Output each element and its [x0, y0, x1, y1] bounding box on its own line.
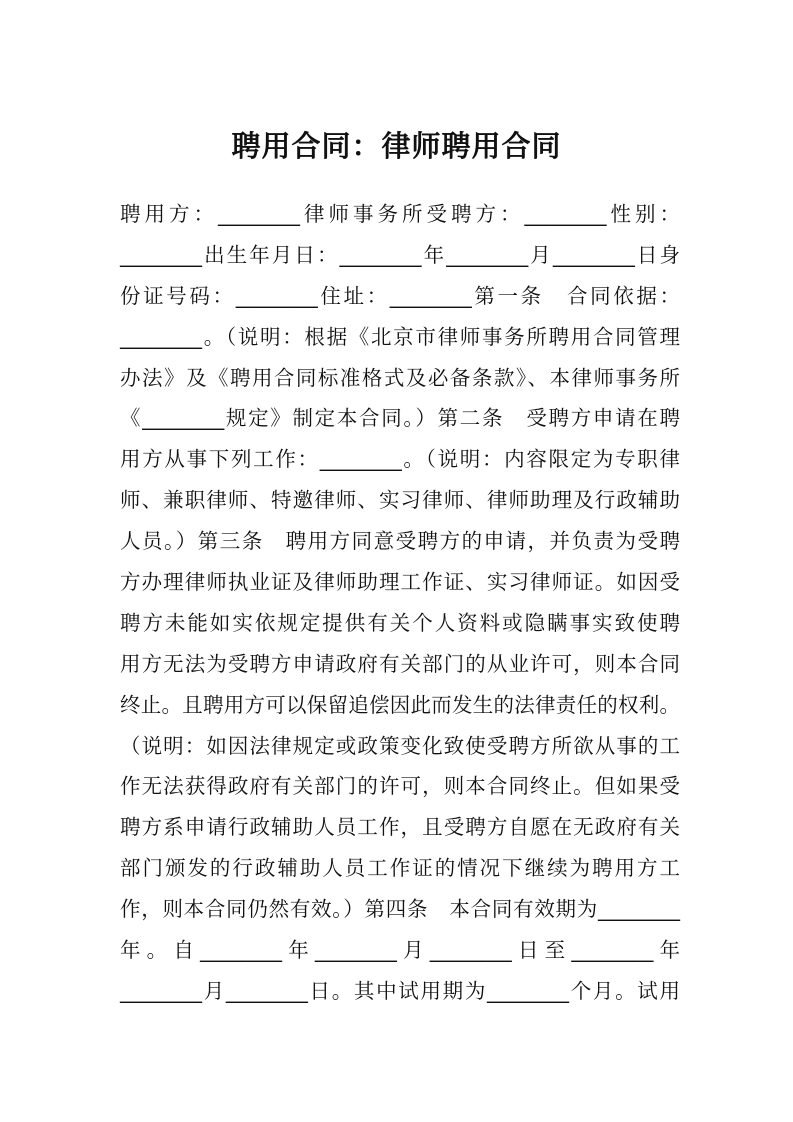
body-line-2: ________出生年月日：________年________月________日身 — [120, 242, 680, 267]
body-line-9: 人员。）第三条 聘用方同意受聘方的申请，并负责为受聘 — [120, 529, 680, 554]
body-line-19: 年。自________年________月________日至________年 — [120, 938, 680, 963]
body-line-10: 方办理律师执业证及律师助理工作证、实习律师证。如因受 — [120, 570, 680, 595]
document-title: 聘用合同：律师聘用合同 — [231, 129, 562, 163]
body-line-4: ________。（说明：根据《北京市律师事务所聘用合同管理 — [120, 324, 680, 349]
body-line-17: 部门颁发的行政辅助人员工作证的情况下继续为聘用方工 — [120, 856, 680, 881]
body-line-12: 用方无法为受聘方申请政府有关部门的从业许可，则本合同 — [120, 651, 680, 676]
body-line-15: 作无法获得政府有关部门的许可，则本合同终止。但如果受 — [120, 774, 680, 799]
contract-body — [120, 194, 680, 1012]
body-line-13: 终止。且聘用方可以保留追偿因此而发生的法律责任的权利。 — [120, 692, 680, 717]
body-line-8: 师、兼职律师、特邀律师、实习律师、律师助理及行政辅助 — [120, 488, 680, 513]
body-line-5: 办法》及《聘用合同标准格式及必备条款》、本律师事务所 — [120, 365, 680, 390]
body-line-6: 《________规定》制定本合同。）第二条 受聘方申请在聘 — [120, 406, 680, 431]
body-line-11: 聘方未能如实依规定提供有关个人资料或隐瞒事实致使聘 — [120, 610, 680, 635]
body-line-1: 聘用方：________律师事务所受聘方：________性别： — [120, 202, 680, 226]
body-line-14: （说明：如因法律规定或政策变化致使受聘方所欲从事的工 — [120, 733, 680, 758]
body-line-7: 用方从事下列工作：________。（说明：内容限定为专职律 — [120, 447, 680, 472]
body-line-20: ________月________日。其中试用期为________个月。试用 — [120, 978, 680, 1003]
body-line-16: 聘方系申请行政辅助人员工作，且受聘方自愿在无政府有关 — [120, 815, 680, 840]
body-line-18: 作，则本合同仍然有效。）第四条 本合同有效期为________ — [120, 897, 680, 922]
body-line-3: 份证号码：________住址：________第一条 合同依据： — [120, 283, 680, 308]
